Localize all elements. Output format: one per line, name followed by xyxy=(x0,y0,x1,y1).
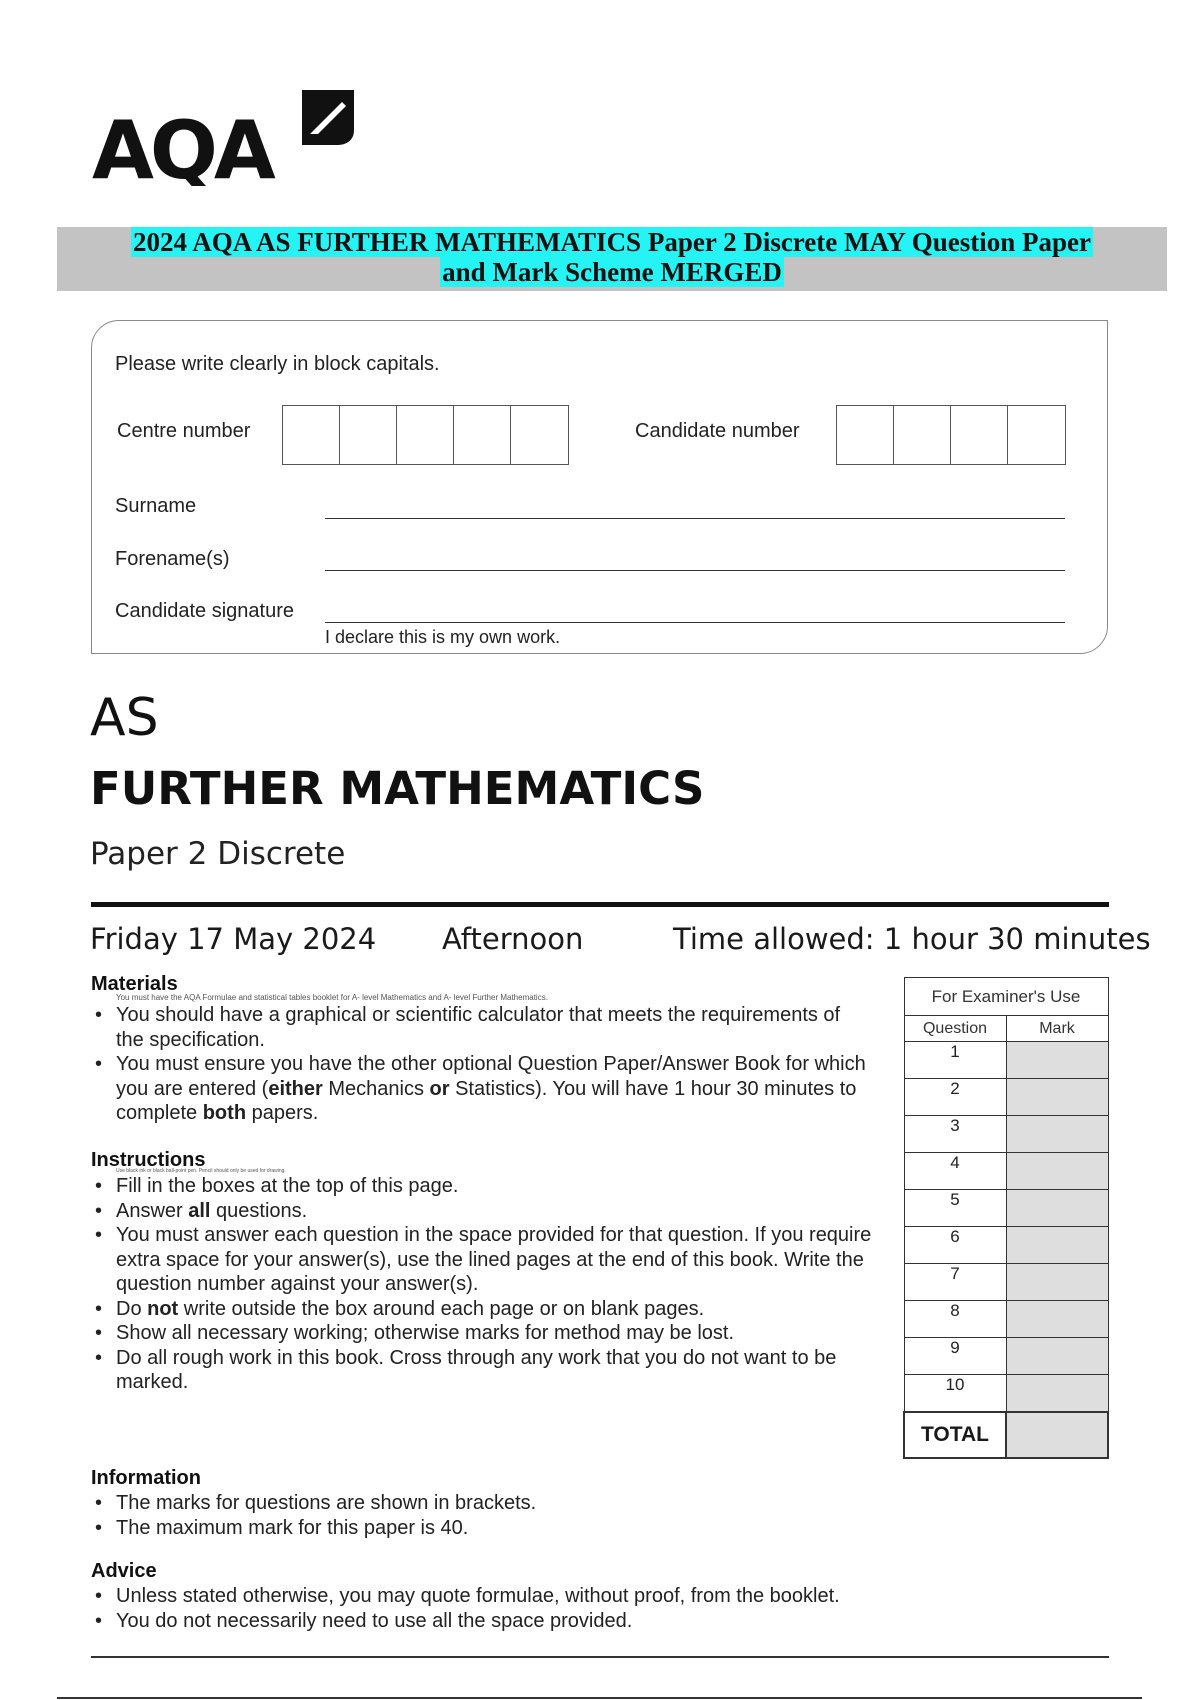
instructions-section xyxy=(91,1149,876,1395)
instructions-item: • Fill in the boxes at the top of this page. xyxy=(91,1174,876,1199)
mark-cell[interactable] xyxy=(1006,1338,1108,1375)
document-title-banner xyxy=(57,227,1167,291)
examiners-use-table xyxy=(903,977,1109,1459)
subject-title: FURTHER MATHEMATICS xyxy=(90,762,705,815)
mark-cell[interactable] xyxy=(1006,1153,1108,1190)
table-row xyxy=(904,1153,1108,1190)
table-row xyxy=(904,1042,1108,1079)
centre-digit-box[interactable] xyxy=(283,406,340,464)
question-number: 7 xyxy=(904,1264,1006,1301)
forename-label: Forename(s) xyxy=(115,548,230,570)
footer-divider xyxy=(91,1656,1109,1658)
table-row xyxy=(904,1079,1108,1116)
time-allowed: Time allowed: 1 hour 30 minutes xyxy=(673,922,1151,956)
banner-line-2: and Mark Scheme MERGED xyxy=(442,257,782,287)
examiners-use-title: For Examiner's Use xyxy=(904,978,1108,1016)
forename-field[interactable] xyxy=(325,570,1065,571)
advice-item: • Unless stated otherwise, you may quote formulae, without proof, from the booklet. xyxy=(91,1584,1091,1609)
question-number: 6 xyxy=(904,1227,1006,1264)
mark-cell[interactable] xyxy=(1006,1264,1108,1301)
exam-date: Friday 17 May 2024 xyxy=(90,922,377,956)
advice-title: Advice xyxy=(91,1560,157,1582)
question-column-header: Question xyxy=(904,1016,1006,1042)
aqa-flag-icon xyxy=(302,90,354,145)
centre-number-label: Centre number xyxy=(117,420,251,442)
mark-cell[interactable] xyxy=(1006,1227,1108,1264)
table-row xyxy=(904,1227,1108,1264)
total-label: TOTAL xyxy=(904,1412,1006,1458)
aqa-logo xyxy=(92,90,354,186)
advice-item: • You do not necessarily need to use all the space provided. xyxy=(91,1609,1091,1634)
table-row xyxy=(904,1301,1108,1338)
mark-cell[interactable] xyxy=(1006,1116,1108,1153)
total-mark-cell[interactable] xyxy=(1006,1412,1108,1458)
information-title: Information xyxy=(91,1467,201,1489)
question-number: 4 xyxy=(904,1153,1006,1190)
table-row xyxy=(904,1375,1108,1413)
instructions-tiny-note: Use black ink or black ball‑point pen. Pencil should only be used for drawing. xyxy=(116,1168,286,1174)
candidate-digit-box[interactable] xyxy=(837,406,894,464)
candidate-digit-box[interactable] xyxy=(894,406,951,464)
question-number: 2 xyxy=(904,1079,1006,1116)
candidate-digit-box[interactable] xyxy=(951,406,1008,464)
declaration-text: I declare this is my own work. xyxy=(325,627,561,647)
page-bottom-edge xyxy=(57,1697,1142,1699)
mark-cell[interactable] xyxy=(1006,1190,1108,1227)
block-capitals-instruction: Please write clearly in block capitals. xyxy=(115,353,440,375)
materials-tiny-note: You must have the AQA Formulae and statistical tables booklet for A‑ level Mathematics and A‑ level Further Mathematics. xyxy=(116,993,548,1002)
information-item: • The maximum mark for this paper is 40. xyxy=(91,1516,991,1541)
centre-digit-box[interactable] xyxy=(397,406,454,464)
question-number: 9 xyxy=(904,1338,1006,1375)
mark-cell[interactable] xyxy=(1006,1301,1108,1338)
table-row xyxy=(904,1190,1108,1227)
total-row xyxy=(904,1412,1108,1458)
heading-divider xyxy=(91,902,1109,907)
question-number: 1 xyxy=(904,1042,1006,1079)
signature-field[interactable] xyxy=(325,622,1065,623)
materials-item: • You must ensure you have the other optional Question Paper/Answer Book for which you are entered (either Mechanics or Statistics). You will have 1 hour 30 minutes to complete both papers. xyxy=(91,1052,866,1126)
centre-digit-box[interactable] xyxy=(454,406,511,464)
mark-cell[interactable] xyxy=(1006,1079,1108,1116)
question-number: 10 xyxy=(904,1375,1006,1413)
signature-label: Candidate signature xyxy=(115,600,295,622)
advice-section xyxy=(91,1560,1091,1633)
paper-title: Paper 2 Discrete xyxy=(90,836,346,872)
centre-digit-box[interactable] xyxy=(340,406,397,464)
instructions-item: • Do all rough work in this book. Cross through any work that you do not want to be marked. xyxy=(91,1346,876,1395)
surname-label: Surname xyxy=(115,495,197,517)
instructions-item: • Show all necessary working; otherwise marks for method may be lost. xyxy=(91,1321,876,1346)
aqa-logo-text: AQA xyxy=(92,104,272,186)
table-row xyxy=(904,1338,1108,1375)
candidate-digit-box[interactable] xyxy=(1008,406,1065,464)
materials-section xyxy=(91,973,866,1126)
information-section xyxy=(91,1467,991,1540)
centre-digit-box[interactable] xyxy=(511,406,568,464)
centre-number-field[interactable] xyxy=(282,405,569,465)
mark-cell[interactable] xyxy=(1006,1042,1108,1079)
instructions-item: • Answer all questions. xyxy=(91,1199,876,1224)
materials-item: • You should have a graphical or scientific calculator that meets the requirements of the specification. xyxy=(91,1003,866,1052)
mark-column-header: Mark xyxy=(1006,1016,1108,1042)
surname-field[interactable] xyxy=(325,518,1065,519)
mark-cell[interactable] xyxy=(1006,1375,1108,1413)
candidate-number-field[interactable] xyxy=(836,405,1066,465)
exam-session: Afternoon xyxy=(442,922,584,956)
table-row xyxy=(904,1116,1108,1153)
instructions-item: • Do not write outside the box around each page or on blank pages. xyxy=(91,1297,876,1322)
question-number: 8 xyxy=(904,1301,1006,1338)
instructions-title: Instructions xyxy=(91,1149,206,1171)
candidate-details-box xyxy=(91,320,1108,654)
candidate-number-label: Candidate number xyxy=(635,420,800,442)
instructions-item: • You must answer each question in the space provided for that question. If you require extra space for your answer(s), use the lined pages at the end of this book. Write the question number against your answer(s). xyxy=(91,1223,876,1297)
banner-line-1: 2024 AQA AS FURTHER MATHEMATICS Paper 2 Discrete MAY Question Paper xyxy=(132,227,1092,257)
qualification-level: AS xyxy=(90,688,159,748)
table-row xyxy=(904,1264,1108,1301)
question-number: 3 xyxy=(904,1116,1006,1153)
materials-title: Materials xyxy=(91,973,178,995)
question-number: 5 xyxy=(904,1190,1006,1227)
information-item: • The marks for questions are shown in brackets. xyxy=(91,1491,991,1516)
